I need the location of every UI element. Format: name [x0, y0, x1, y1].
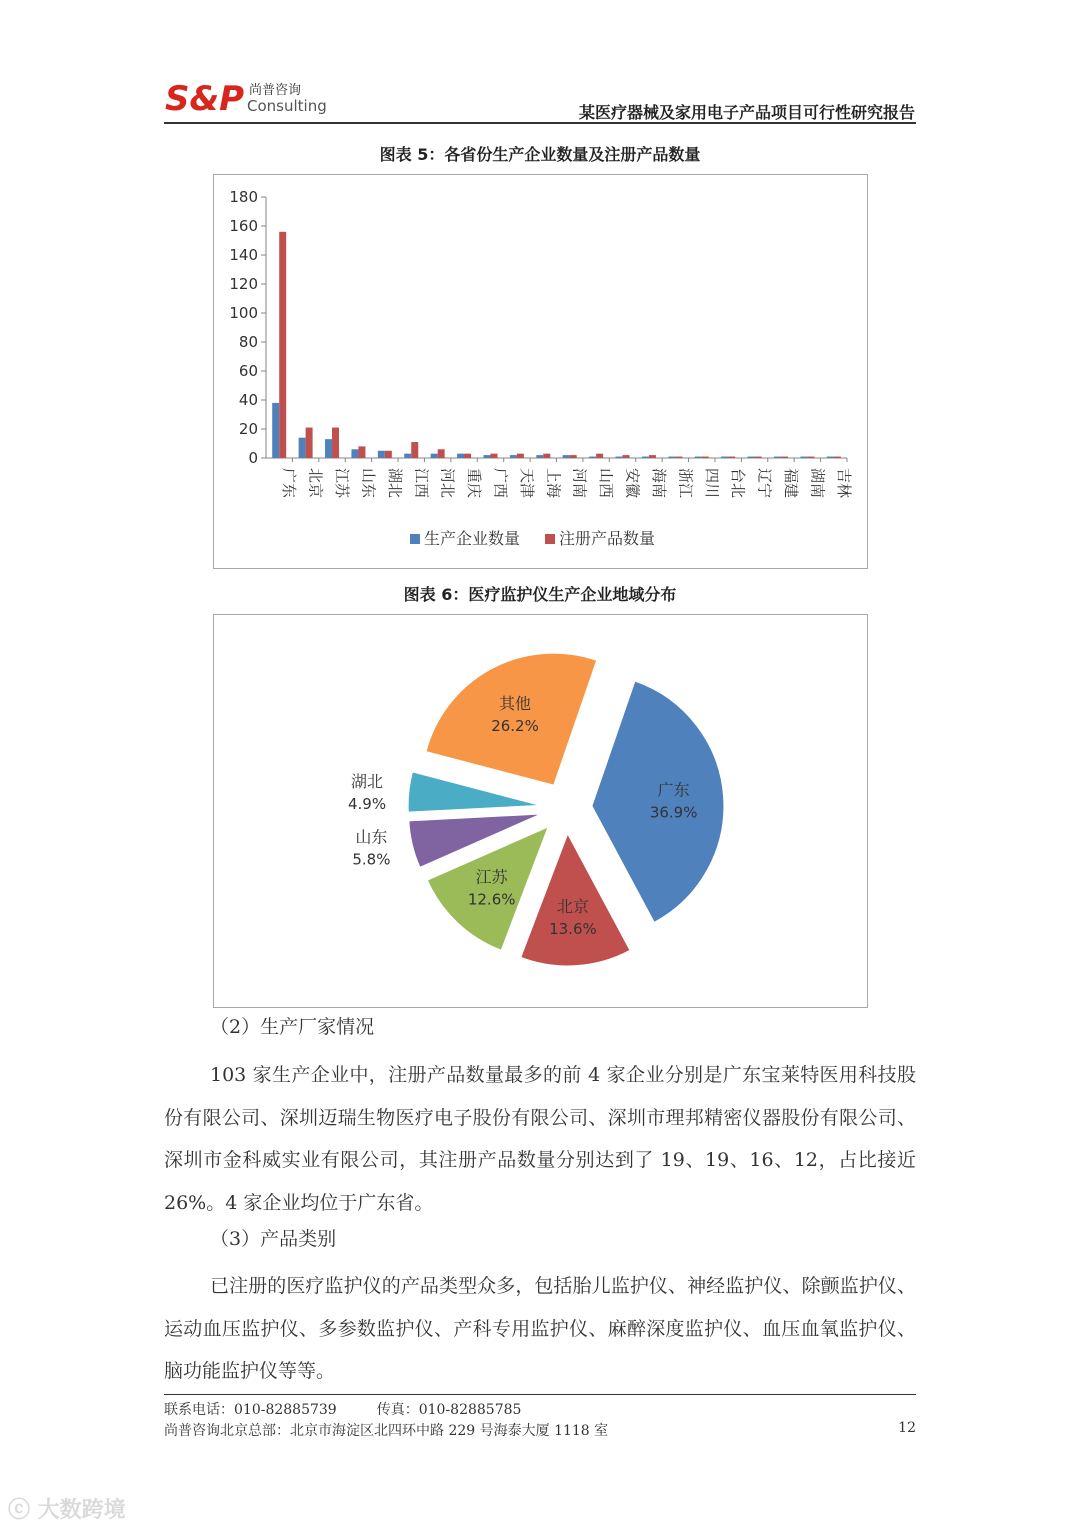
bar	[536, 455, 543, 458]
x-tick-label: 浙江	[676, 468, 695, 499]
x-tick-label: 广东	[280, 468, 299, 499]
slice-percent: 36.9%	[649, 803, 698, 822]
watermark-icon: ⓒ	[8, 1498, 38, 1523]
x-tick-label: 福建	[781, 468, 800, 499]
y-tick-label: 80	[238, 333, 258, 351]
bar	[728, 457, 735, 458]
bar	[457, 454, 464, 458]
logo-cn: 尚普咨询	[249, 83, 302, 98]
legend-label: 生产企业数量	[424, 529, 521, 548]
bar	[438, 449, 445, 458]
header-divider	[164, 122, 916, 124]
bar	[800, 457, 807, 458]
pie-chart	[213, 614, 868, 1008]
slice-label: 其他	[499, 693, 532, 713]
x-tick-label: 台北	[729, 468, 748, 499]
bar-chart	[213, 174, 868, 569]
y-tick-label: 160	[229, 217, 258, 235]
x-tick-label: 安徽	[623, 468, 642, 499]
footer-contact	[164, 1399, 521, 1419]
bar	[668, 457, 675, 458]
x-tick-label: 辽宁	[755, 468, 774, 499]
pie-slice	[592, 681, 724, 922]
paragraph-manufacturers: 103 家生产企业中，注册产品数量最多的前 4 家企业分别是广东宝莱特医用科技股份有限公司、深圳迈瑞生物医疗电子股份有限公司、深圳市理邦精密仪器股份有限公司、深圳市金科威实业有限公司，其注册产品数量分别达到了 19、19、16、12，占比接近 26%。4 家企业均位于广东省。	[164, 1064, 916, 1214]
bar	[411, 442, 418, 458]
bar	[695, 457, 702, 458]
bar	[807, 457, 814, 458]
bar	[623, 455, 630, 458]
x-tick-label: 重庆	[465, 468, 484, 499]
x-tick-label: 河北	[438, 468, 457, 499]
pie-slice	[408, 772, 540, 812]
bar	[490, 454, 497, 458]
bar	[431, 454, 438, 458]
bar	[748, 457, 755, 458]
section-heading-product-types: （3）产品类别	[210, 1228, 337, 1250]
figure-5-caption: 图表 5：各省份生产企业数量及注册产品数量	[379, 145, 701, 164]
legend-swatch	[545, 534, 555, 544]
legend-swatch	[410, 534, 420, 544]
section-heading-manufacturers: （2）生产厂家情况	[210, 1016, 375, 1038]
bar	[483, 455, 490, 458]
bar	[596, 454, 603, 458]
slice-label: 广东	[657, 780, 690, 800]
bar	[589, 457, 596, 458]
bar	[351, 449, 358, 458]
x-tick-label: 江苏	[333, 468, 352, 499]
bar	[834, 457, 841, 458]
bar	[299, 438, 306, 458]
bar	[332, 428, 339, 458]
footer-fax: 传真：010-82885785	[376, 1402, 522, 1418]
x-tick-label: 上海	[544, 468, 563, 499]
y-tick-label: 40	[238, 391, 258, 409]
bar	[675, 457, 682, 458]
bar	[721, 457, 728, 458]
y-tick-label: 140	[229, 246, 258, 264]
bar	[616, 457, 623, 458]
bar	[464, 454, 471, 458]
y-tick-label: 0	[248, 449, 258, 467]
bar	[642, 457, 649, 458]
slice-label: 江苏	[475, 867, 508, 887]
y-tick-label: 120	[229, 275, 258, 293]
x-tick-label: 四川	[702, 468, 721, 499]
bar	[272, 403, 279, 458]
x-tick-label: 山东	[359, 468, 378, 499]
footer-divider	[164, 1394, 916, 1395]
bar-chart-svg	[214, 175, 867, 568]
bar	[827, 457, 834, 458]
x-tick-label: 河南	[570, 468, 589, 499]
footer-address: 尚普咨询北京总部：北京市海淀区北四环中路 229 号海泰大厦 1118 室	[164, 1423, 609, 1439]
slice-label: 山东	[355, 827, 388, 847]
bar	[649, 455, 656, 458]
bar	[385, 451, 392, 458]
bar	[702, 457, 709, 458]
slice-label: 北京	[556, 896, 589, 916]
slice-percent: 26.2%	[491, 716, 539, 735]
bar	[404, 454, 411, 458]
bar	[358, 446, 365, 458]
company-logo	[165, 78, 340, 118]
logo-en: Consulting	[247, 97, 327, 115]
x-tick-label: 湖南	[808, 468, 827, 499]
bar	[755, 457, 762, 458]
bar	[378, 451, 385, 458]
bar	[510, 455, 517, 458]
y-tick-label: 180	[229, 188, 258, 206]
y-tick-label: 60	[238, 362, 258, 380]
slice-percent: 12.6%	[467, 890, 516, 909]
bar	[781, 457, 788, 458]
slice-percent: 5.8%	[352, 850, 391, 869]
slice-percent: 13.6%	[549, 919, 597, 938]
footer-phone: 联系电话：010-82885739	[164, 1402, 337, 1418]
bar	[517, 454, 524, 458]
slice-percent: 4.9%	[347, 795, 387, 814]
y-tick-label: 20	[238, 420, 258, 438]
x-tick-label: 海南	[649, 468, 668, 499]
bar	[306, 428, 313, 458]
watermark-text: 大数跨境	[37, 1498, 126, 1523]
bar	[774, 457, 781, 458]
slice-label: 湖北	[351, 772, 384, 792]
watermark	[8, 1493, 126, 1524]
legend-label: 注册产品数量	[559, 529, 656, 548]
bar	[325, 439, 332, 458]
bar	[563, 455, 570, 458]
paragraph-product-types: 已注册的医疗监护仪的产品类型众多，包括胎儿监护仪、神经监护仪、除颤监护仪、运动血压监护仪、多参数监护仪、产科专用监护仪、麻醉深度监护仪、血压血氧监护仪、脑功能监护仪等等。	[164, 1275, 916, 1382]
y-tick-label: 100	[229, 304, 258, 322]
x-tick-label: 天津	[517, 468, 536, 499]
bar	[570, 455, 577, 458]
x-tick-label: 吉林	[834, 468, 853, 499]
page-number: 12	[898, 1420, 916, 1436]
x-tick-label: 江西	[412, 468, 431, 499]
x-tick-label: 湖北	[385, 468, 404, 499]
figure-6-caption: 图表 6：医疗监护仪生产企业地域分布	[403, 585, 677, 604]
x-tick-label: 山西	[597, 468, 616, 499]
bar	[543, 454, 550, 458]
pie-chart-svg	[214, 615, 867, 1007]
report-title: 某医疗器械及家用电子产品项目可行性研究报告	[578, 103, 915, 122]
logo-mark: S&P	[165, 79, 245, 118]
x-tick-label: 广西	[491, 468, 510, 499]
x-tick-label: 北京	[306, 468, 325, 499]
bar	[279, 232, 286, 458]
